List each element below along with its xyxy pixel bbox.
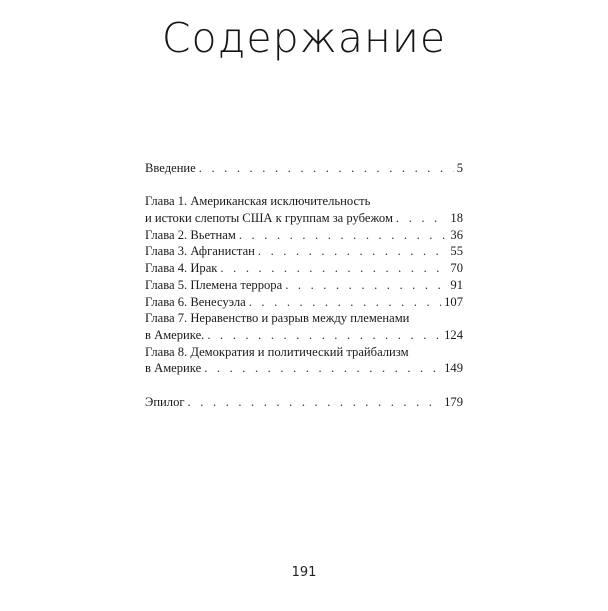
dot-leader [258, 243, 448, 260]
toc-entry-page: 107 [444, 294, 463, 309]
toc-spacer [145, 377, 463, 394]
toc-entry-title: Глава 8. Демократия и политический трайбализм [145, 344, 409, 359]
table-of-contents [145, 160, 463, 410]
toc-entry-chapter-1-line-1 [145, 193, 463, 210]
toc-entry-chapter-2 [145, 227, 463, 244]
dot-leader [207, 327, 441, 344]
toc-entry-title: Глава 7. Неравенство и разрыв между племенами [145, 311, 410, 326]
toc-entry-title: и истоки слепоты США к группам за рубежом [145, 211, 393, 226]
page-title: Содержание [161, 14, 447, 62]
dot-leader [199, 160, 454, 177]
toc-entry-page: 179 [444, 394, 463, 409]
toc-entry-title: Глава 4. Ирак [145, 261, 218, 276]
toc-entry-title: Глава 3. Афганистан [145, 244, 255, 259]
toc-entry-chapter-4 [145, 260, 463, 277]
toc-entry-chapter-7-line-1 [145, 310, 463, 327]
toc-entry-title: Глава 2. Вьетнам [145, 227, 236, 242]
dot-leader [285, 277, 447, 294]
toc-spacer [145, 177, 463, 194]
toc-entry-title: Глава 6. Венесуэла [145, 294, 246, 309]
toc-entry-page: 55 [450, 244, 463, 259]
page-number: 191 [291, 565, 317, 580]
dot-leader [249, 294, 441, 311]
toc-entry-page: 18 [450, 211, 463, 226]
toc-entry-title: Введение [145, 161, 196, 175]
toc-entry-title: Эпилог [145, 394, 185, 409]
dot-leader [204, 360, 441, 377]
toc-entry-page: 36 [450, 227, 463, 242]
toc-entry-title: в Америке. [145, 327, 205, 342]
toc-entry-page: 70 [450, 261, 463, 276]
toc-entry-chapter-8-line-1 [145, 344, 463, 361]
dot-leader [188, 394, 442, 411]
toc-entry-chapter-3 [145, 243, 463, 260]
dot-leader [396, 210, 447, 227]
toc-entry-chapter-6 [145, 294, 463, 311]
toc-entry-chapter-8-line-2 [145, 360, 463, 377]
toc-entry-page: 124 [444, 327, 463, 342]
toc-entry-chapter-7-line-2 [145, 327, 463, 344]
toc-entry-page: 149 [444, 361, 463, 376]
toc-entry-chapter-5 [145, 277, 463, 294]
toc-entry-page: 91 [450, 277, 463, 292]
toc-entry-title: в Америке [145, 361, 202, 376]
toc-entry-intro [145, 160, 463, 177]
dot-leader [239, 227, 448, 244]
toc-entry-page: 5 [456, 161, 463, 175]
toc-entry-chapter-1-line-2 [145, 210, 463, 227]
dot-leader [220, 260, 447, 277]
toc-entry-title: Глава 1. Американская исключительность [145, 194, 371, 209]
toc-entry-title: Глава 5. Племена террора [145, 277, 283, 292]
toc-entry-epilogue [145, 394, 463, 411]
